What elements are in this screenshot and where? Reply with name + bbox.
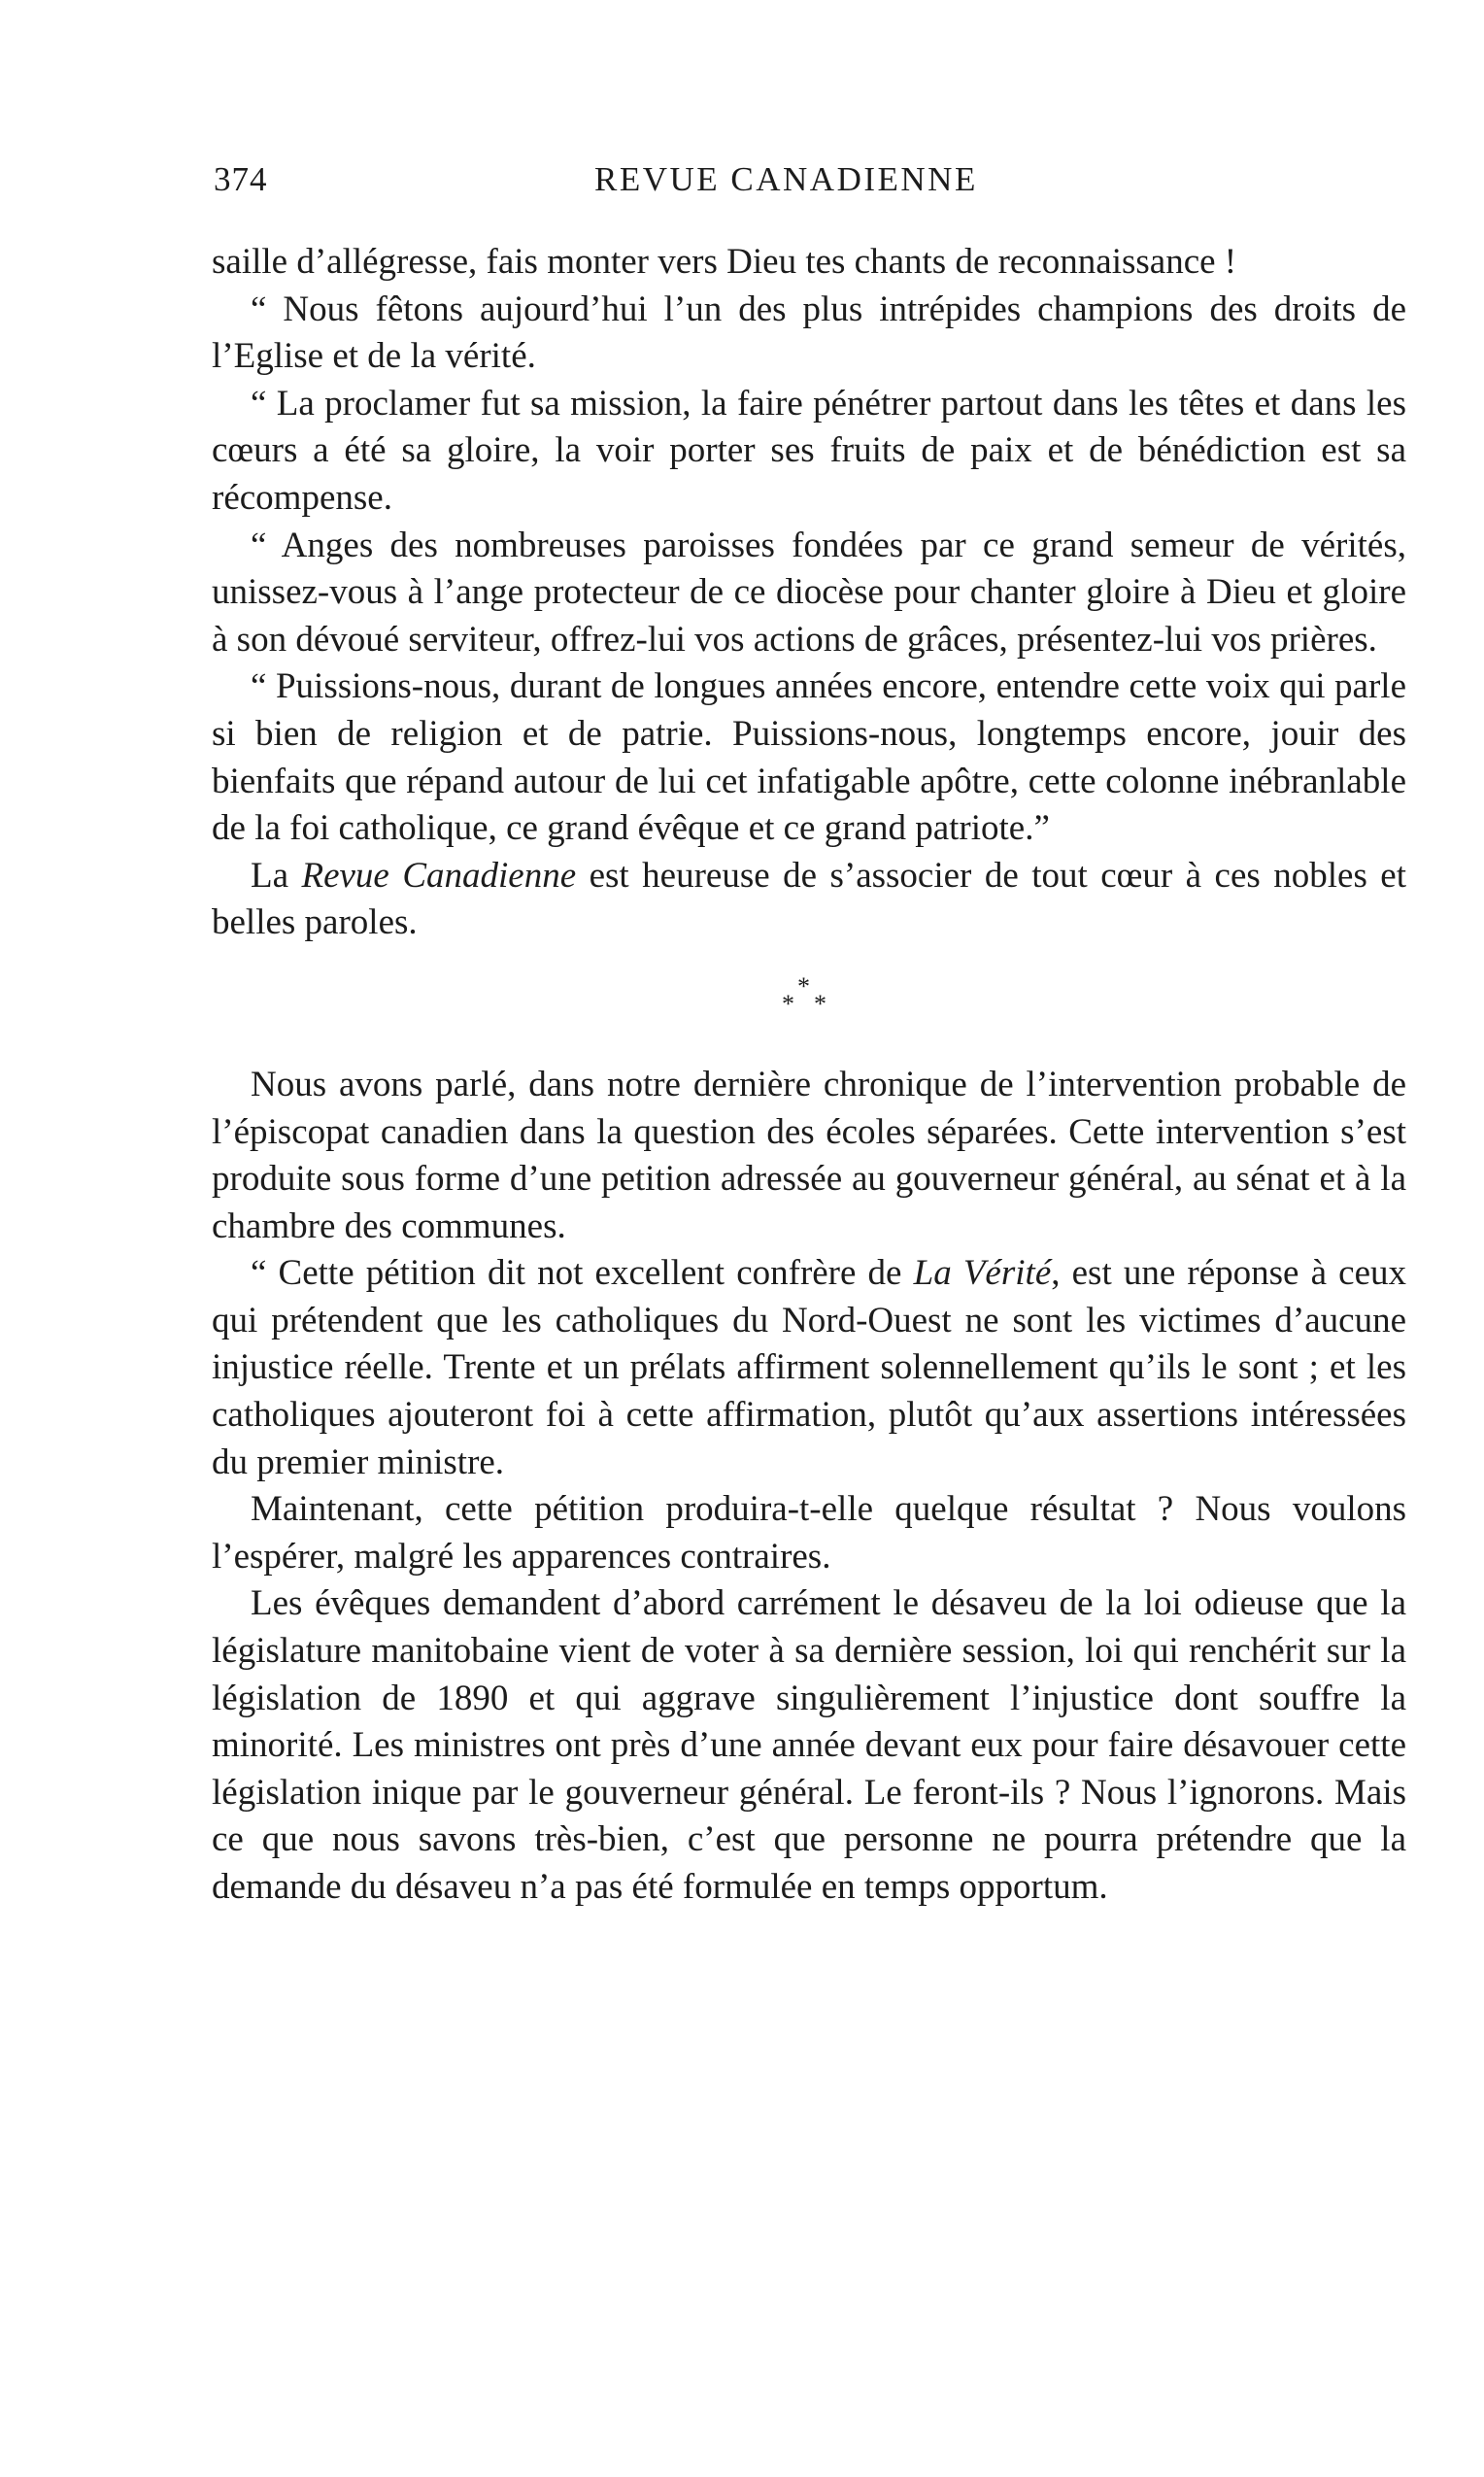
paragraph-continuation: saille d’allégresse, fais monter vers Dieu tes chants de reconnaissance ! (212, 242, 1237, 282)
paragraph-quote-mission: “ La proclamer fut sa mission, la faire pénétrer partout dans les têtes et dans les cœurs a été sa gloire, la voir porter ses fruits de paix et de bénédiction est sa récompense. (212, 383, 1406, 518)
asterism-star: * (797, 971, 810, 1001)
paragraph-quote-verite (212, 1250, 1406, 1486)
text-run: est heureuse de s’associer de tout cœur à ces nobles et belles paroles. (212, 855, 1407, 943)
running-header (214, 160, 1039, 209)
page-number: 374 (214, 160, 268, 198)
section-separator-asterism (212, 965, 1406, 1062)
paragraph-revue-association (212, 853, 1406, 947)
text-run: “ Cette pétition dit not excellent confrère de (251, 1253, 914, 1294)
body-text (212, 239, 1406, 1912)
italic-title-revue: Revue Canadienne (301, 855, 577, 896)
paragraph-intervention: Nous avons parlé, dans notre dernière chronique de l’intervention probable de l’épiscopat canadien dans la question des écoles séparées. Cette intervention s’est produite sous forme d’une petition adressée au gouverneur général, au sénat et à la chambre des communes. (212, 1064, 1406, 1246)
text-run: La (251, 855, 302, 896)
section-ecoles (212, 1062, 1406, 1912)
paragraph-quote-anges: “ Anges des nombreuses paroisses fondées par ce grand semeur de vérités, unissez-vous à l’ange protecteur de ce diocèse pour chanter gloire à Dieu et gloire à son dévoué serviteur, offrez-lui vos actions de grâces, présentez-lui vos prières. (212, 525, 1406, 660)
paragraph-quote-puissions: “ Puissions-nous, durant de longues années encore, entendre cette voix qui parle si bien de religion et de patrie. Puissions-nous, longtemps encore, jouir des bienfaits que répand autour de lui cet infatigable apôtre, cette colonne inébranlable de la foi catholique, ce grand évêque et ce grand patriote.” (212, 666, 1406, 849)
paragraph-resultat: Maintenant, cette pétition produira-t-elle quelque résultat ? Nous voulons l’espérer, malgré les apparences contraires. (212, 1489, 1406, 1577)
asterism-star: * (814, 989, 826, 1018)
italic-title-verite: La Vérité (913, 1253, 1052, 1294)
paragraph-desaveu: Les évêques demandent d’abord carrément le désaveu de la loi odieuse que la législature manitobaine vient de voter à sa dernière session, loi qui renchérit sur la législation de 1890 et qui aggrave singulièrement l’injustice dont souffre la minorité. Les ministres ont près d’une année devant eux pour faire désavouer cette législation inique par le gouverneur général. Le feront-ils ? Nous l’ignorons. Mais ce que nous savons très-bien, c’est que personne ne pourra prétendre que la demande du désaveu n’a pas été formulée en temps opportum. (212, 1583, 1406, 1907)
text-run: , est une réponse à ceux qui prétendent que les catholiques du Nord-Ouest ne sont les victimes d’aucune injustice réelle. Trente et un prélats affirment solennellement qu’ils le sont ; et les catholiques ajouteront foi à cette affirmation, plutôt qu’aux assertions intéressées du premier ministre. (212, 1253, 1407, 1482)
asterism-star: * (782, 989, 794, 1018)
journal-title: REVUE CANADIENNE (594, 160, 978, 198)
paragraph-quote-champions: “ Nous fêtons aujourd’hui l’un des plus intrépides champions des droits de l’Eglise et de la vérité. (212, 288, 1406, 377)
